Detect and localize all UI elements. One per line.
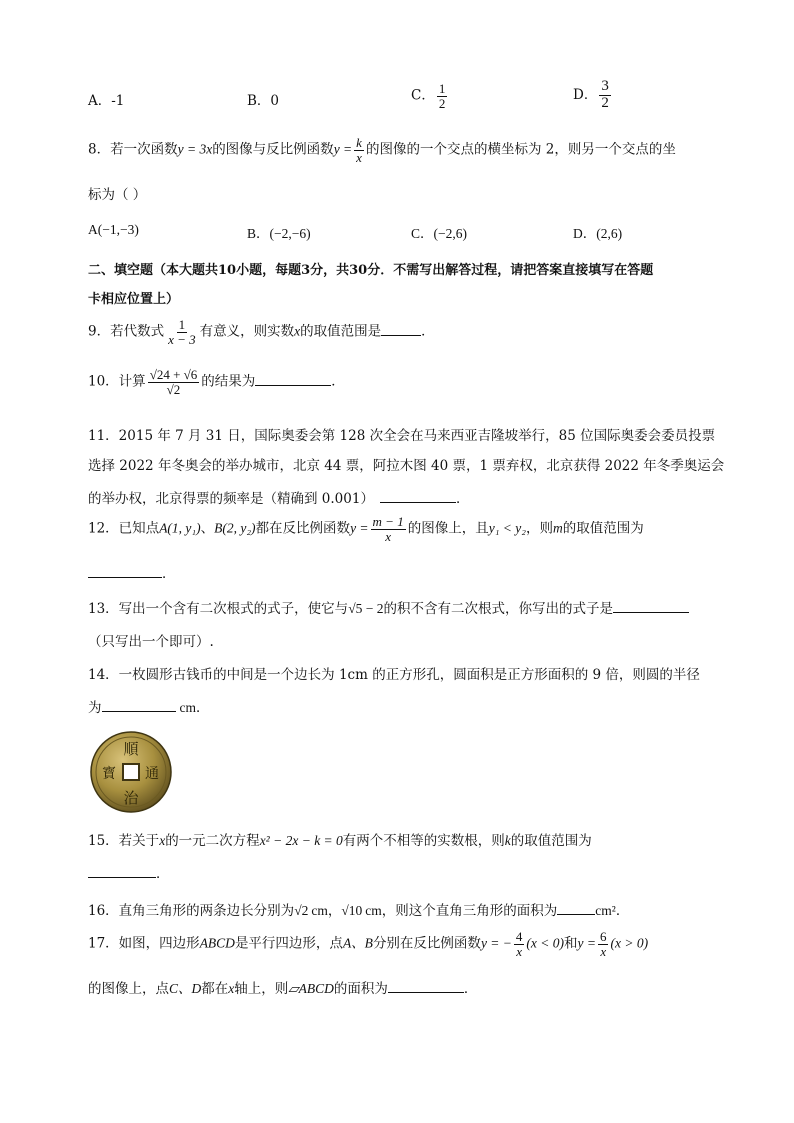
q13-line2: （只写出一个即可）. (88, 634, 214, 650)
coin-char-right: 通 (145, 766, 159, 782)
section2-heading-line1: 二、填空题（本大题共10小题，每题3分，共30分．不需写出解答过程，请把答案直接填写在答题 (88, 263, 654, 278)
answer-blank[interactable] (380, 490, 456, 503)
answer-blank[interactable] (255, 373, 331, 386)
q8-line2: 标为（ ） (88, 187, 147, 203)
fraction: $\frac{4}{x}$ (515, 929, 523, 959)
q15-answer-line: ． (88, 865, 170, 882)
q13-line1: 13．写出一个含有二次根式的式子，使它与√5 − 2的积不含有二次根式，你写出的式子是 (88, 600, 689, 617)
answer-blank[interactable] (388, 980, 464, 993)
q14-line2: 为 cm． (88, 700, 210, 716)
q8-option-d: D．(2,6) (573, 226, 623, 241)
q9: 9．若代数式 $\frac{1}{x - 3}$ 有意义，则实数x的取值范围是 ． (88, 317, 435, 347)
answer-blank[interactable] (88, 865, 156, 878)
q8-line1: 8．若一次函数y = 3x的图像与反比例函数y = $\frac{k}{x}$ 的图像的一个交点的横坐标为 2，则另一个交点的坐 (88, 135, 676, 165)
q15-line1: 15．若关于x的一元二次方程x² − 2x − k = 0有两个不相等的实数根，则k的取值范围为 (88, 833, 592, 849)
q7-option-c: C． $\frac{1}{2}$ (411, 81, 446, 111)
fraction: $\frac{m - 1}{x}$ (372, 514, 404, 544)
q17-line1: 17．如图，四边形ABCD是平行四边形，点A、B分别在反比例函数y = − $\frac{4}{x}$ (x < 0)和y = $\frac{6}{x}$ (x > 0) (88, 929, 649, 959)
fraction: $\frac{3}{2}$ (601, 78, 609, 111)
fraction: $\frac{1}{x - 3}$ (168, 317, 196, 347)
q7-option-a: A．-1 (88, 93, 125, 109)
fraction: $\frac{1}{2}$ (438, 81, 446, 111)
q7-option-b: B．0 (247, 93, 280, 109)
fraction: $\frac{6}{x}$ (599, 929, 607, 959)
fraction: $\frac{√24 + √6}{√2}$ (149, 367, 198, 397)
q11-line2: 选择 2022 年冬奥会的举办城市，北京 44 票，阿拉木图 40 票，1 票弃权，北京获得 2022 年冬季奥运会 (88, 458, 725, 474)
q8-option-a: A(−1,−3) (88, 222, 139, 237)
q11-line1: 11．2015 年 7 月 31 日，国际奥委会第 128 次全会在马来西亚吉隆坡举行，85 位国际奥委会委员投票 (88, 428, 716, 444)
coin-char-bottom: 治 (123, 789, 139, 807)
q7-option-d: D． $\frac{3}{2}$ (573, 78, 609, 111)
fraction: $\frac{k}{x}$ (356, 135, 362, 165)
q8-option-b: B．(−2,−6) (247, 226, 311, 241)
answer-blank[interactable] (102, 699, 176, 712)
answer-blank[interactable] (381, 323, 421, 336)
q12-answer-line: ． (88, 565, 176, 582)
q8-option-c: C．(−2,6) (411, 226, 467, 241)
q16: 16．直角三角形的两条边长分别为√2 cm，√10 cm，则这个直角三角形的面积为 cm²． (88, 903, 630, 919)
answer-blank[interactable] (613, 600, 689, 613)
q17-line2: 的图像上，点C、D都在x轴上，则▱ABCD的面积为 ． (88, 981, 478, 997)
section2-heading-line2: 卡相应位置上） (88, 292, 180, 307)
q11-line3: 的举办权，北京得票的频率是（精确到 0.001） ． (88, 491, 470, 507)
answer-blank[interactable] (88, 565, 162, 578)
q14-line1: 14．一枚圆形古钱币的中间是一个边长为 1cm 的正方形孔，圆面积是正方形面积的 9 倍，则圆的半径 (88, 667, 700, 683)
answer-blank[interactable] (557, 902, 595, 915)
coin-char-top: 順 (123, 740, 139, 758)
ancient-coin-image (90, 731, 172, 813)
q12: 12．已知点A(1, y₁)、B(2, y₂)都在反比例函数y = $\frac{m - 1}{x}$ 的图像上，且y₁ < y₂，则m的取值范围为 (88, 514, 644, 544)
coin-char-left: 寳 (102, 766, 116, 782)
q10: 10．计算 $\frac{√24 + √6}{√2}$ 的结果为 ． (88, 367, 345, 397)
